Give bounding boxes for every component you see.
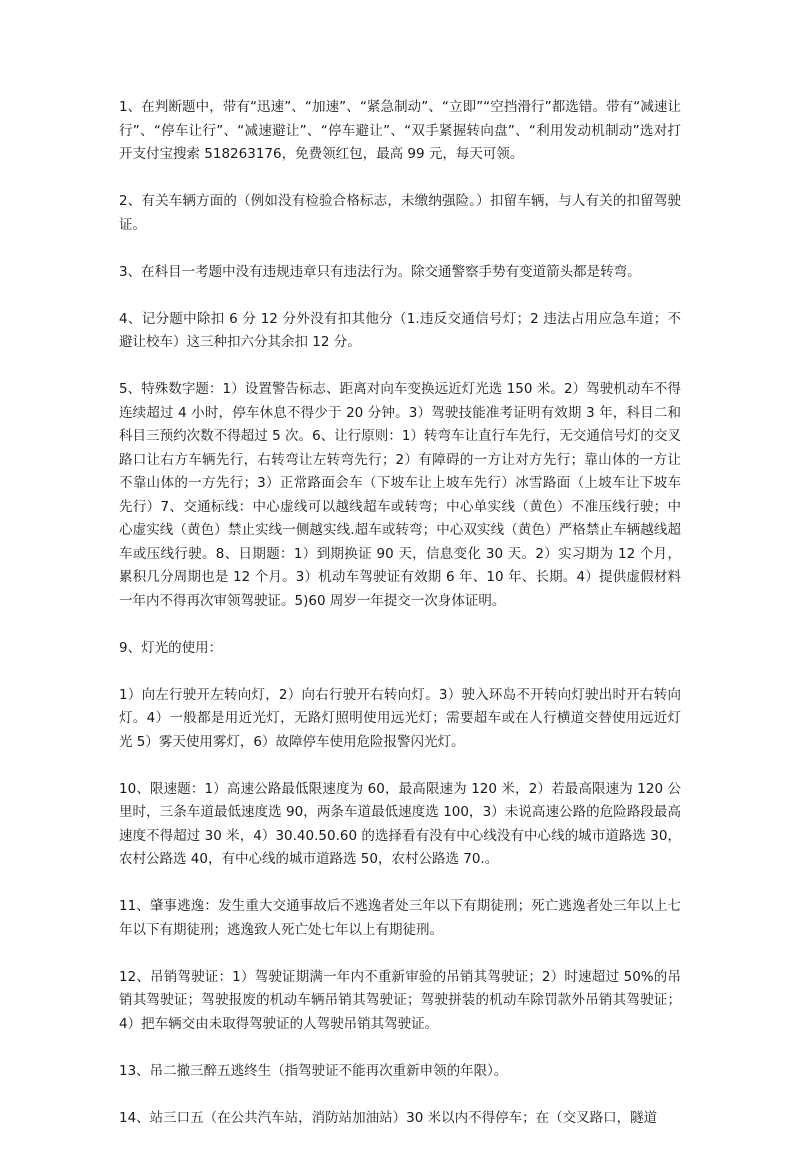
paragraph-9-heading: 9、灯光的使用： [119,639,223,656]
paragraph-10: 10、限速题：1）高速公路最低限速度为 60，最高限速为 120 米，2）若最高限速为 120 公里时，三条车道最低速度选 90，两条车道最低速度选 100，3）未说高速公路的危险路段最高速度不得超过 30 米，4）30.40.50.60 的选择看有没有中心线没有中心线的城市道路选 30，农村公路选 40，有中心线的城市道路选 50，农村公路选 70.。 [119,780,681,867]
paragraph-14: 14、站三口五（在公共汽车站，消防站加油站）30 米以内不得停车；在（交叉路口，隧道 [119,1109,658,1126]
paragraph-13: 13、吊二撤三醉五逃终生（指驾驶证不能再次重新申领的年限）。 [119,1062,508,1079]
paragraph-2: 2、有关车辆方面的（例如没有检验合格标志，未缴纳强险。）扣留车辆，与人有关的扣留驾驶证。 [119,193,681,233]
paragraph-12: 12、吊销驾驶证：1）驾驶证期满一年内不重新审验的吊销其驾驶证；2）时速超过 50%的吊销其驾驶证；驾驶报废的机动车辆吊销其驾驶证；驾驶拼装的机动车除罚款外吊销其驾驶证；4）把车辆交由未取得驾驶证的人驾驶吊销其驾驶证。 [119,968,681,1032]
paragraph-11: 11、肇事逃逸：发生重大交通事故后不逃逸者处三年以下有期徒刑；死亡逃逸者处三年以上七年以下有期徒刑；逃逸致人死亡处七年以上有期徒刑。 [119,898,681,938]
paragraph-1: 1、在判断题中，带有“迅速”、“加速”、“紧急制动”、“立即”“空挡滑行”都选错。带有“减速让行”、“停车让行”、“减速避让”、“停车避让”、“双手紧握转向盘”、“利用发动机制动”选对打开支付宝搜索 518263176，免费领红包，最高 99 元，每天可领。 [119,99,681,162]
paragraph-9-body: 1）向左行驶开左转向灯，2）向右行驶开右转向灯。3）驶入环岛不开转向灯驶出时开右转向灯。4）一般都是用近光灯，无路灯照明使用远光灯；需要超车或在人行横道交替使用远近灯光 5）雾天使用雾灯，6）故障停车使用危险报警闪光灯。 [119,686,681,750]
paragraph-3: 3、在科目一考题中没有违规违章只有违法行为。除交通警察手势有变道箭头都是转弯。 [119,263,641,280]
paragraph-5: 5、特殊数字题：1）设置警告标志、距离对向车变换远近灯光选 150 米。2）驾驶机动车不得连续超过 4 小时，停车休息不得少于 20 分钟。3）驾驶技能准考证明有效期 3 年，科目二和科目三预约次数不得超过 5 次。6、让行原则：1）转弯车让直行车先行，无交通信号灯的交叉路口让右方车辆先行，右转弯让左转弯先行；2）有障碍的一方让对方先行；靠山体的一方让不靠山体的一方先行；3）正常路面会车（下坡车让上坡车先行）冰雪路面（上坡车让下坡车先行）7、交通标线：中心虚线可以越线超车或转弯；中心单实线（黄色）不准压线行驶；中心虚实线（黄色）禁止实线一侧越实线.超车或转弯；中心双实线（黄色）严格禁止车辆越线超车或压线行驶。8、日期题：1）到期换证 90 天，信息变化 30 天。2）实习期为 12 个月，累积几分周期也是 12 个月。3）机动车驾驶证有效期 6 年、10 年、长期。4）提供虚假材料一年内不得再次审领驾驶证。5)60 周岁一年提交一次身体证明。 [119,381,681,609]
paragraph-4: 4、记分题中除扣 6 分 12 分外没有扣其他分（1.违反交通信号灯；2 违法占用应急车道；不避让校车）这三种扣六分其余扣 12 分。 [119,310,681,350]
document-body [119,96,681,1154]
